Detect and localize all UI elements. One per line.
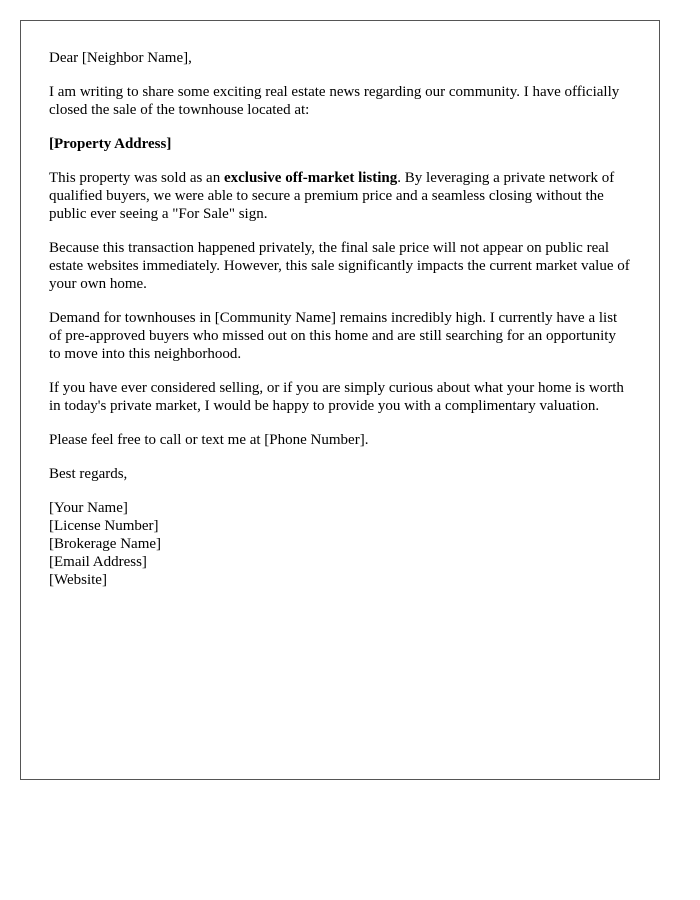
letter-page <box>20 20 660 780</box>
selling-paragraph: If you have ever considered selling, or if you are simply curious about what your home is worth in today's private market, I would be happy to provide you with a complimentary valuation. <box>49 380 624 414</box>
signature-name: [Your Name] <box>49 500 128 516</box>
signature-email: [Email Address] <box>49 554 147 570</box>
intro-paragraph: I am writing to share some exciting real estate news regarding our community. I have officially closed the sale of the townhouse located at: <box>49 84 620 118</box>
signature-license: [License Number] <box>49 518 159 534</box>
private-transaction-paragraph: Because this transaction happened privately, the final sale price will not appear on public real estate websites immediately. However, this sale significantly impacts the current market value of your own home. <box>49 240 630 292</box>
greeting: Dear [Neighbor Name], <box>49 50 192 66</box>
signature-website: [Website] <box>49 572 107 588</box>
sold-paragraph-end: . By leveraging a private network of qualified buyers, we were able to secure a premium price and a seamless closing without the public ever seeing a "For Sale" sign. <box>49 170 615 222</box>
sold-paragraph <box>49 169 631 223</box>
contact-paragraph: Please feel free to call or text me at [Phone Number]. <box>49 432 369 448</box>
off-market-emphasis: exclusive off-market listing <box>223 170 398 186</box>
sold-paragraph-start: This property was sold as an <box>49 170 224 186</box>
demand-paragraph: Demand for townhouses in [Community Name] remains incredibly high. I currently have a list of pre-approved buyers who missed out on this home and are still searching for an opportunity to move into this neighborhood. <box>49 310 618 362</box>
property-address: [Property Address] <box>49 136 172 152</box>
signature-block <box>49 499 631 589</box>
signature-brokerage: [Brokerage Name] <box>49 536 162 552</box>
closing: Best regards, <box>49 466 128 482</box>
